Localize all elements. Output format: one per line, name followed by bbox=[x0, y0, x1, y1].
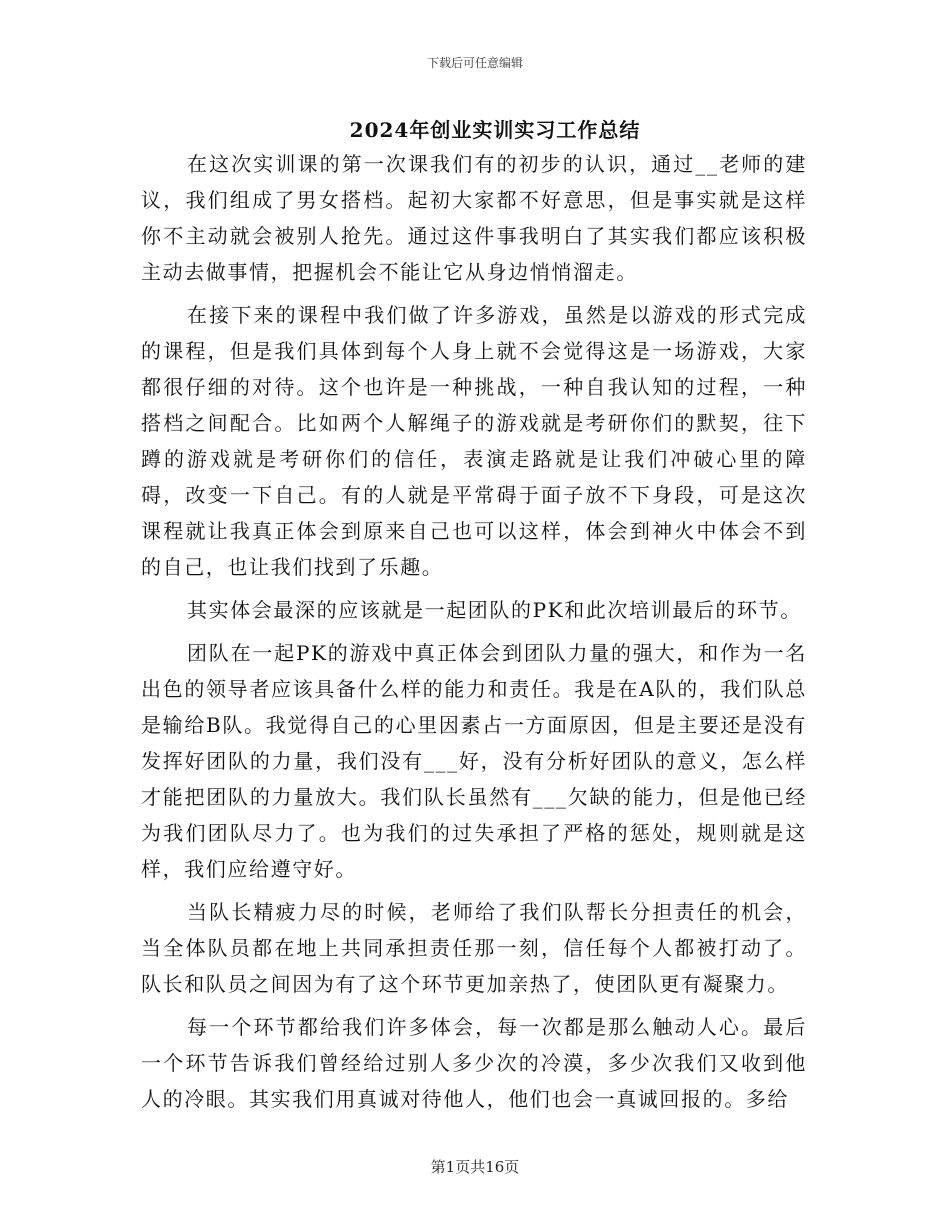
paragraph: 每一个环节都给我们许多体会，每一次都是那么触动人心。最后一个环节告诉我们曾经给过别人多少次的冷漠，多少次我们又收到他人的冷眼。其实我们用真诚对待他人，他们也会一真诚回报的。多给 bbox=[141, 1015, 807, 1111]
paragraph: 团队在一起PK的游戏中真正体会到团队力量的强大，和作为一名出色的领导者应该具备什么样的能力和责任。我是在A队的，我们队总是输给B队。我觉得自己的心里因素占一方面原因，但是主要还是没有发挥好团队的力量，我们没有___好，没有分析好团队的意义，怎么样才能把团队的力量放大。我们队长虽然有___欠缺的能力，但是他已经为我们团队尽力了。也为我们的过失承担了严格的惩处，规则就是这样，我们应给遵守好。 bbox=[141, 641, 807, 881]
paragraph: 其实体会最深的应该就是一起团队的PK和此次培训最后的环节。 bbox=[187, 598, 802, 622]
paragraph: 当队长精疲力尽的时候，老师给了我们队帮长分担责任的机会，当全体队员都在地上共同承担责任那一刻，信任每个人都被打动了。队长和队员之间因为有了这个环节更加亲热了，使团队更有凝聚力。 bbox=[141, 900, 807, 996]
document-body bbox=[141, 146, 807, 1124]
paragraph: 在接下来的课程中我们做了许多游戏，虽然是以游戏的形式完成的课程，但是我们具体到每个人身上就不会觉得这是一场游戏，大家都很仔细的对待。这个也许是一种挑战，一种自我认知的过程，一种搭档之间配合。比如两个人解绳子的游戏就是考研你们的默契，往下蹲的游戏就是考研你们的信任，表演走路就是让我们冲破心里的障碍，改变一下自己。有的人就是平常碍于面子放不下身段，可是这次课程就让我真正体会到原来自己也可以这样，体会到神火中体会不到的自己，也让我们找到了乐趣。 bbox=[141, 303, 807, 579]
paragraph: 在这次实训课的第一次课我们有的初步的认识，通过__老师的建议，我们组成了男女搭档。起初大家都不好意思，但是事实就是这样你不主动就会被别人抢先。通过这件事我明白了其实我们都应该积极主动去做事情，把握机会不能让它从身边悄悄溜走。 bbox=[141, 152, 807, 284]
document-title: 2024年创业实训实习工作总结 bbox=[349, 118, 641, 142]
header-note: 下载后可任意编辑 bbox=[426, 56, 523, 70]
page-number-footer: 第1页共16页 bbox=[430, 1158, 520, 1176]
